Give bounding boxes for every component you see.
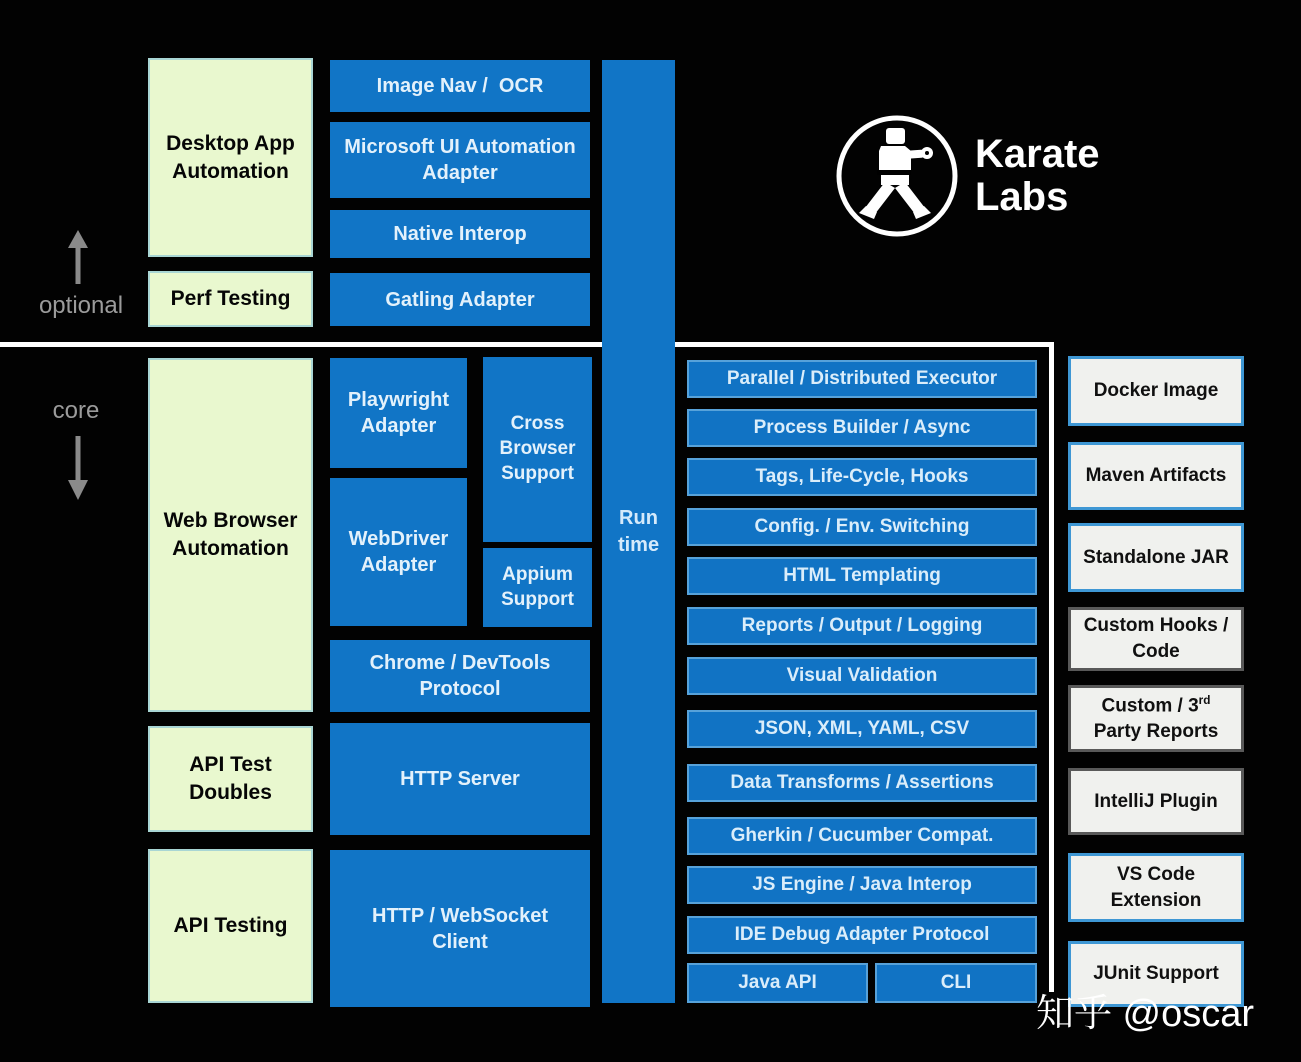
box-api-test-doubles: API Test Doubles [148, 726, 313, 832]
bar-json-xml-yaml-csv: JSON, XML, YAML, CSV [687, 710, 1037, 748]
ordinal-superscript: rd [1198, 693, 1211, 707]
bar-ide-debug-adapter-protocol: IDE Debug Adapter Protocol [687, 916, 1037, 954]
box-appium-support: Appium Support [483, 548, 592, 627]
box-cross-browser-support: Cross Browser Support [483, 357, 592, 542]
core-frame-right-line [1049, 342, 1054, 992]
bar-gherkin-cucumber-compat: Gherkin / Cucumber Compat. [687, 817, 1037, 855]
bar-data-transforms-assertions: Data Transforms / Assertions [687, 764, 1037, 802]
box-native-interop: Native Interop [330, 210, 590, 258]
box-web-browser-automation: Web Browser Automation [148, 358, 313, 712]
box-vs-code-extension: VS Code Extension [1068, 853, 1244, 922]
box-junit-support: JUnit Support [1068, 941, 1244, 1007]
box-standalone-jar: Standalone JAR [1068, 523, 1244, 592]
box-microsoft-ui-automation-adapter: Microsoft UI Automation Adapter [330, 122, 590, 198]
box-custom-3rd-party-reports: Custom / 3rd Party Reports [1068, 685, 1244, 752]
bar-config-env-switching: Config. / Env. Switching [687, 508, 1037, 546]
optional-up-arrow-icon [66, 230, 90, 286]
bar-java-api: Java API [687, 963, 868, 1003]
box-http-websocket-client: HTTP / WebSocket Client [330, 850, 590, 1007]
box-docker-image: Docker Image [1068, 356, 1244, 426]
karate-figure-icon [833, 112, 961, 240]
box-http-server: HTTP Server [330, 723, 590, 835]
watermark: 知乎 @oscar [1036, 993, 1255, 1035]
brand-name [975, 133, 1100, 219]
runtime-bar: Run time [602, 60, 675, 1003]
optional-label: optional [38, 292, 124, 319]
box-gatling-adapter: Gatling Adapter [330, 273, 590, 326]
bar-tags-lifecycle-hooks: Tags, Life-Cycle, Hooks [687, 458, 1037, 496]
box-maven-artifacts: Maven Artifacts [1068, 442, 1244, 510]
box-chrome-devtools-protocol: Chrome / DevTools Protocol [330, 640, 590, 712]
box-webdriver-adapter: WebDriver Adapter [330, 478, 467, 626]
bar-parallel-distributed-executor: Parallel / Distributed Executor [687, 360, 1037, 398]
box-desktop-app-automation: Desktop App Automation [148, 58, 313, 257]
bar-process-builder-async: Process Builder / Async [687, 409, 1037, 447]
bar-html-templating: HTML Templating [687, 557, 1037, 595]
bar-reports-output-logging: Reports / Output / Logging [687, 607, 1037, 645]
box-playwright-adapter: Playwright Adapter [330, 358, 467, 468]
bar-js-engine-java-interop: JS Engine / Java Interop [687, 866, 1037, 904]
box-intellij-plugin: IntelliJ Plugin [1068, 768, 1244, 835]
box-image-nav-ocr: Image Nav / OCR [330, 60, 590, 112]
box-perf-testing: Perf Testing [148, 271, 313, 327]
brand-line-2: Labs [975, 175, 1069, 219]
brand-line-1: Karate [975, 132, 1100, 177]
core-down-arrow-icon [66, 434, 90, 500]
core-frame-top-line [0, 342, 1052, 347]
box-api-testing: API Testing [148, 849, 313, 1003]
box-custom-hooks-code: Custom Hooks / Code [1068, 607, 1244, 671]
bar-cli: CLI [875, 963, 1037, 1003]
bar-visual-validation: Visual Validation [687, 657, 1037, 695]
karate-labs-logo [833, 112, 1100, 240]
core-label: core [52, 397, 100, 424]
